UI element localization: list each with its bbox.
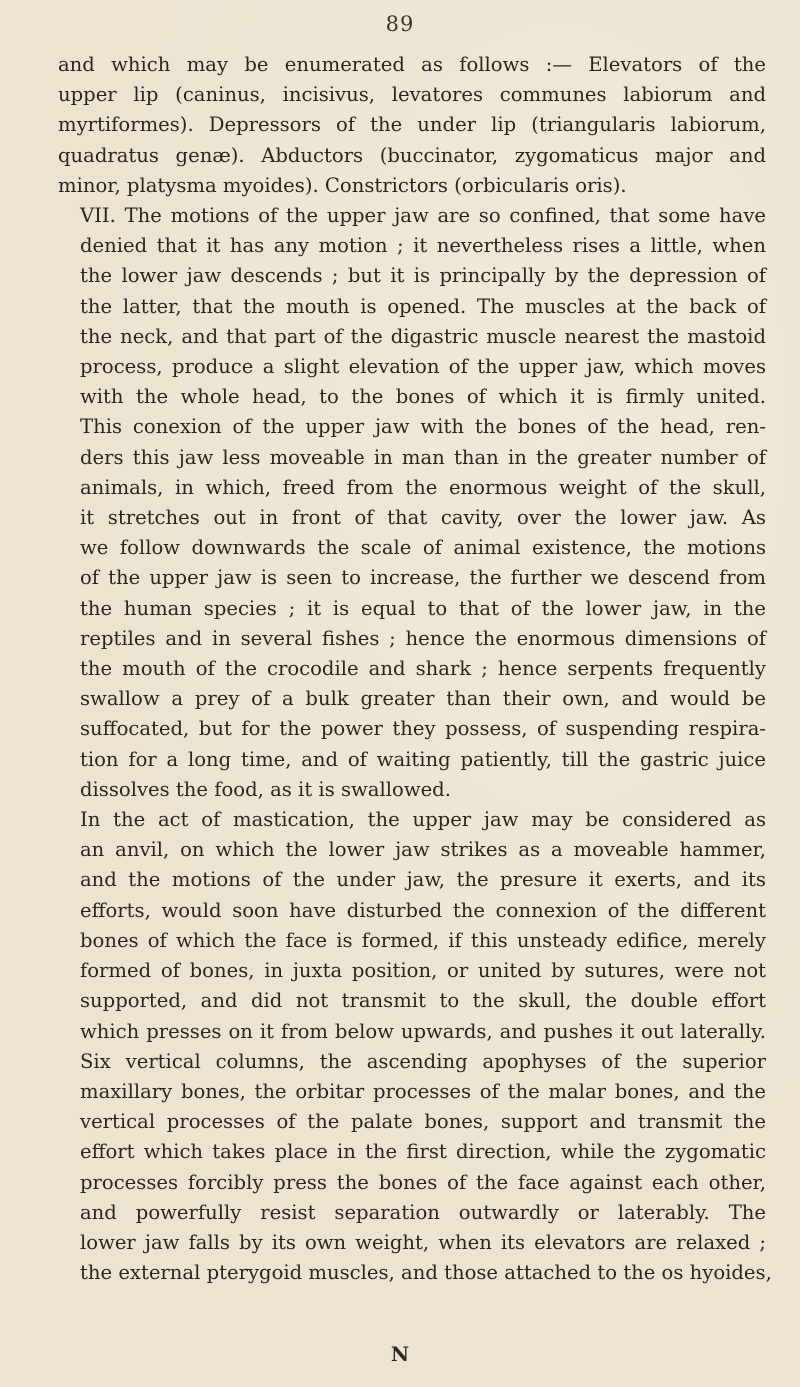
text-line: swallow a prey of a bulk greater than their own, and would be (80, 687, 766, 711)
text-line: processes forcibly press the bones of the face against each other, (80, 1170, 766, 1194)
text-line: maxillary bones, the orbitar processes of the malar bones, and the (80, 1079, 766, 1103)
text-line: tion for a long time, and of waiting patiently, till the gastric juice (80, 747, 766, 771)
text-line: bones of which the face is formed, if this unsteady edifice, merely (80, 928, 766, 952)
paragraph-mastication (58, 805, 772, 1288)
text-line: reptiles and in several fishes ; hence the enormous dimensions of (80, 626, 766, 650)
text-line: which presses on it from below upwards, and pushes it out laterally. (80, 1019, 766, 1043)
text-line: the lower jaw descends ; but it is principally by the depression of (80, 264, 766, 288)
text-line: lower jaw falls by its own weight, when its elevators are relaxed ; (80, 1230, 766, 1254)
text-line: suffocated, but for the power they possess, of suspending respira- (80, 717, 766, 741)
text-line: the human species ; it is equal to that of the lower jaw, in the (80, 596, 766, 620)
text-line: effort which takes place in the first direction, while the zygomatic (80, 1140, 766, 1164)
text-line: myrtiformes). Depressors of the under lip (triangularis labiorum, (58, 113, 766, 137)
signature-mark: N (390, 1342, 410, 1366)
text-line: of the upper jaw is seen to increase, the further we descend from (80, 566, 766, 590)
text-line: the neck, and that part of the digastric muscle nearest the mastoid (80, 324, 766, 348)
text-line: supported, and did not transmit to the skull, the double effort (80, 989, 766, 1013)
text-line: and the motions of the under jaw, the presure it exerts, and its (80, 868, 766, 892)
text-line: process, produce a slight elevation of the upper jaw, which moves (80, 355, 766, 379)
text-line: and which may be enumerated as follows :— Elevators of the (58, 53, 766, 76)
text-line: quadratus genæ). Abductors (buccinator, zygomaticus major and (58, 143, 766, 167)
text-line: with the whole head, to the bones of which it is firmly united. (80, 385, 766, 409)
text-line: upper lip (caninus, incisivus, levatores communes labiorum and (58, 83, 766, 107)
text-line: vertical processes of the palate bones, support and transmit the (80, 1110, 766, 1134)
text-line: it stretches out in front of that cavity, over the lower jaw. As (80, 506, 766, 530)
paragraph-upper-jaw-motions (58, 201, 766, 805)
text-line: and powerfully resist separation outwardly or laterably. The (80, 1200, 766, 1224)
text-line: denied that it has any motion ; it nevertheless rises a little, when (80, 234, 766, 258)
text-line: animals, in which, freed from the enormous weight of the skull, (80, 475, 766, 499)
text-line: formed of bones, in juxta position, or united by sutures, were not (80, 959, 766, 983)
text-line: minor, platysma myoides). Constrictors (orbicularis oris). (58, 173, 627, 197)
text-line: VII. The motions of the upper jaw are so confined, that some have (80, 204, 766, 228)
text-line: Six vertical columns, the ascending apophyses of the superior (80, 1049, 766, 1073)
text-line: dissolves the food, as it is swallowed. (80, 777, 451, 801)
text-line: the mouth of the crocodile and shark ; hence serpents frequently (80, 657, 766, 681)
text-line: the latter, that the mouth is opened. The muscles at the back of (80, 294, 766, 318)
text-line: the external pterygoid muscles, and those attached to the os hyoides, (80, 1261, 772, 1285)
text-line: we follow downwards the scale of animal existence, the motions (80, 536, 766, 560)
text-line: an anvil, on which the lower jaw strikes as a moveable hammer, (80, 838, 766, 862)
paragraph-muscles-of-lips (58, 50, 766, 201)
text-line: efforts, would soon have disturbed the connexion of the different (80, 898, 766, 922)
body-text (58, 50, 772, 1288)
text-line: In the act of mastication, the upper jaw may be considered as (80, 808, 766, 832)
text-line: This conexion of the upper jaw with the bones of the head, ren- (80, 415, 766, 439)
text-line: ders this jaw less moveable in man than in the greater number of (80, 445, 766, 469)
page-number: 89 (385, 12, 415, 36)
